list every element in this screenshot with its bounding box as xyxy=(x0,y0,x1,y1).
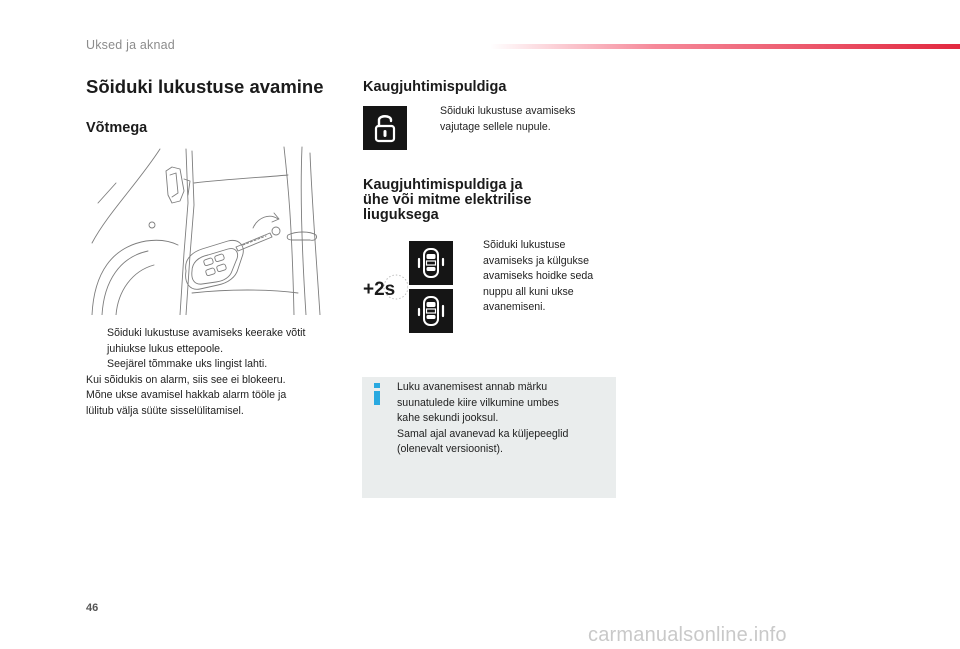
car-door-key-unlock-illustration xyxy=(88,143,338,315)
key-step-1 xyxy=(86,326,346,357)
remote-instruction xyxy=(419,104,609,135)
header-accent-bar xyxy=(490,44,960,49)
section-title: Uksed ja aknad xyxy=(86,38,175,52)
watermark: carmanualsonline.info xyxy=(588,624,787,646)
remote-step-line-1: Sõiduki lukustuse avamiseks xyxy=(440,105,576,117)
doors-step-1 xyxy=(462,238,612,316)
sliding-door-left-icon xyxy=(409,241,453,285)
sliding-door-right-icon xyxy=(409,289,453,333)
remote-section-heading: Kaugjuhtimispuldiga xyxy=(363,79,507,95)
key-step-1-line-1: Sõiduki lukustuse avamiseks keerake võtit xyxy=(107,327,306,339)
alarm-note-line-3: lülitub välja süüte sisselülitamisel. xyxy=(86,404,244,417)
info-text xyxy=(397,380,607,458)
page-number: 46 xyxy=(86,602,99,614)
key-instructions xyxy=(86,326,346,419)
info-line-2: suunatulede kiire vilkumine umbes xyxy=(397,396,559,409)
info-line-5: (olenevalt versioonist). xyxy=(397,443,503,455)
hold-duration-label: +2s xyxy=(363,279,396,300)
remote-step-1 xyxy=(419,104,609,135)
alarm-note-line-1: Kui sõidukis on alarm, siis see ei blokeeru. xyxy=(86,373,286,386)
doors-step-line-1: Sõiduki lukustuse xyxy=(483,239,566,251)
alarm-note-line-2: Mõne ukse avamisel hakkab alarm tööle ja xyxy=(86,389,287,401)
remote-step-line-2: vajutage sellele nupule. xyxy=(440,120,551,133)
key-section-heading: Võtmega xyxy=(86,120,148,136)
doors-step-line-2: avamiseks ja külgukse xyxy=(483,254,589,267)
key-step-2-line-1: Seejärel tõmmake uks lingist lahti. xyxy=(107,358,268,370)
remote-sliding-doors-heading-line-1: Kaugjuhtimispuldiga ja xyxy=(363,177,523,193)
remote-sliding-doors-heading-line-3: liuguksega xyxy=(363,207,439,223)
info-line-3: kahe sekundi jooksul. xyxy=(397,412,499,424)
remote-sliding-doors-heading-line-2: ühe või mitme elektrilise xyxy=(363,192,532,208)
doors-step-line-4: nuppu all kuni ukse xyxy=(483,285,574,298)
padlock-open-icon xyxy=(363,106,407,150)
doors-step-line-5: avanemiseni. xyxy=(483,301,546,313)
doors-step-line-3: avamiseks hoidke seda xyxy=(483,270,594,282)
remote-sliding-doors-heading xyxy=(363,178,593,223)
hold-two-seconds-badge xyxy=(362,274,408,302)
key-step-1-line-2: juhiukse lukus ettepoole. xyxy=(107,342,224,355)
key-step-2 xyxy=(86,357,346,373)
info-icon xyxy=(370,383,384,405)
page-title: Sõiduki lukustuse avamine xyxy=(86,76,324,97)
info-line-1: Luku avanemisest annab märku xyxy=(397,381,548,393)
sliding-doors-instruction xyxy=(462,238,612,316)
info-line-4: Samal ajal avanevad ka küljepeeglid xyxy=(397,427,569,440)
